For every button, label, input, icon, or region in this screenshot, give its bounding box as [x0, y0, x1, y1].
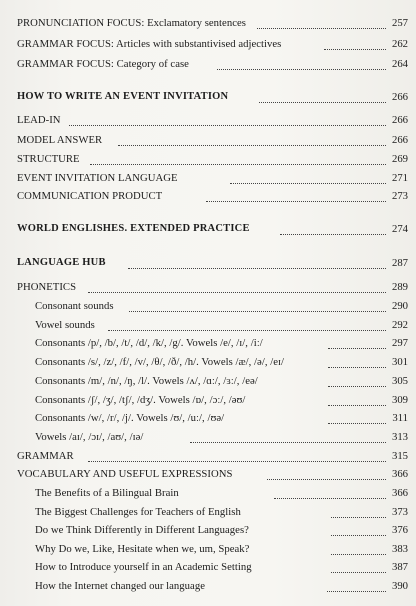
toc-entry-title: Consonants /w/, /r/, /j/. Vowels /ʊ/, /uː/, /ʊə/	[35, 412, 225, 424]
toc-entry-title: LEAD-IN	[17, 114, 61, 126]
dot-leader	[69, 115, 386, 126]
dot-leader	[88, 282, 386, 293]
toc-entry	[0, 334, 416, 352]
toc-entry-title: EVENT INVITATION LANGUAGE	[17, 172, 178, 184]
toc-entry-title: Consonants /m/, /n/, /ŋ, /l/. Vowels /ʌ/, /ɑː/, /ɜː/, /eə/	[35, 375, 258, 387]
toc-entry-page-number: 292	[391, 319, 408, 331]
toc-entry	[0, 150, 416, 168]
dot-leader	[324, 39, 386, 50]
toc-entry	[0, 88, 416, 106]
dot-leader	[331, 544, 386, 555]
toc-entry-page-number: 311	[392, 412, 408, 424]
toc-entry-title: PRONUNCIATION FOCUS: Exclamatory sentences	[17, 17, 246, 29]
toc-entry-page-number: 383	[391, 543, 408, 555]
dot-leader	[88, 451, 386, 462]
toc-entry	[0, 465, 416, 483]
toc-entry-title: STRUCTURE	[17, 153, 80, 165]
toc-entry-title: GRAMMAR FOCUS: Category of case	[17, 58, 189, 70]
toc-entry	[0, 187, 416, 205]
toc-entry-title: How the Internet changed our language	[35, 580, 205, 592]
dot-leader	[328, 338, 386, 349]
dot-leader	[280, 224, 386, 235]
toc-entry	[0, 391, 416, 409]
toc-entry	[0, 503, 416, 521]
toc-entry-page-number: 305	[391, 375, 408, 387]
toc-entry	[0, 14, 416, 32]
dot-leader	[331, 562, 386, 573]
dot-leader	[328, 413, 386, 424]
dot-leader	[230, 173, 386, 184]
dot-leader	[90, 154, 386, 165]
dot-leader	[129, 301, 386, 312]
toc-entry-title: Consonants /p/, /b/, /t/, /d/, /k/, /g/. Vowels /e/, /ɪ/, /iː/	[35, 337, 263, 349]
dot-leader	[108, 320, 386, 331]
toc-entry-title: Vowels /aɪ/, /ɔɪ/, /aʊ/, /ɪə/	[35, 431, 144, 443]
dot-leader	[328, 357, 386, 368]
toc-entry	[0, 278, 416, 296]
dot-leader	[118, 135, 386, 146]
toc-entry	[0, 540, 416, 558]
toc-entry	[0, 353, 416, 371]
toc-entry-page-number: 390	[391, 580, 408, 592]
toc-entry-title: VOCABULARY AND USEFUL EXPRESSIONS	[17, 468, 233, 480]
toc-entry	[0, 484, 416, 502]
toc-entry	[0, 577, 416, 595]
toc-entry-title: HOW TO WRITE AN EVENT INVITATION	[17, 91, 229, 102]
toc-entry-page-number: 274	[391, 223, 408, 235]
toc-entry-title: Consonants /ʃ/, /ʒ/, /tʃ/, /dʒ/. Vowels /ɒ/, /ɔː/, /əʊ/	[35, 394, 246, 406]
toc-entry-page-number: 366	[391, 487, 408, 499]
dot-leader	[128, 258, 386, 269]
toc-entry-page-number: 301	[391, 356, 408, 368]
toc-entry-title: COMMUNICATION PRODUCT	[17, 190, 163, 202]
toc-entry-page-number: 315	[391, 450, 408, 462]
dot-leader	[328, 395, 386, 406]
toc-entry-page-number: 297	[391, 337, 408, 349]
toc-entry-title: WORLD ENGLISHES. EXTENDED PRACTICE	[17, 223, 250, 234]
dot-leader	[331, 525, 386, 536]
toc-entry-page-number: 290	[391, 300, 408, 312]
toc-entry	[0, 35, 416, 53]
toc-entry-title: GRAMMAR FOCUS: Articles with substantivised adjectives	[17, 38, 282, 50]
toc-entry-page-number: 373	[391, 506, 408, 518]
toc-entry-title: MODEL ANSWER	[17, 134, 103, 146]
toc-entry-page-number: 376	[391, 524, 408, 536]
toc-entry-title: How to Introduce yourself in an Academic Setting	[35, 561, 252, 573]
toc-entry	[0, 55, 416, 73]
dot-leader	[267, 469, 386, 480]
toc-entry	[0, 316, 416, 334]
toc-entry-page-number: 273	[391, 190, 408, 202]
toc-entry-title: Consonants /s/, /z/, /f/, /v/, /θ/, /ð/, /h/. Vowels /æ/, /ə/, /eɪ/	[35, 356, 284, 368]
toc-entry	[0, 297, 416, 315]
toc-entry-page-number: 264	[391, 58, 408, 70]
toc-entry-page-number: 287	[391, 257, 408, 269]
toc-entry-page-number: 309	[391, 394, 408, 406]
toc-entry	[0, 169, 416, 187]
toc-entry-page-number: 266	[391, 134, 408, 146]
toc-entry	[0, 521, 416, 539]
toc-entry-title: PHONETICS	[17, 281, 77, 293]
toc-entry	[0, 254, 416, 272]
dot-leader	[206, 191, 386, 202]
toc-entry-page-number: 366	[391, 468, 408, 480]
toc-entry-title: Do we Think Differently in Different Languages?	[35, 524, 249, 536]
dot-leader	[257, 18, 386, 29]
toc-entry-page-number: 313	[391, 431, 408, 443]
toc-entry-page-number: 266	[391, 91, 408, 103]
dot-leader	[190, 432, 386, 443]
toc-entry-title: Vowel sounds	[35, 319, 95, 331]
toc-entry-title: The Biggest Challenges for Teachers of English	[35, 506, 241, 518]
dot-leader	[217, 59, 386, 70]
toc-entry-page-number: 266	[391, 114, 408, 126]
toc-entry-page-number: 262	[391, 38, 408, 50]
toc-entry-page-number: 257	[391, 17, 408, 29]
toc-entry-title: The Benefits of a Bilingual Brain	[35, 487, 179, 499]
toc-entry	[0, 409, 416, 427]
toc-entry	[0, 111, 416, 129]
toc-entry-page-number: 269	[391, 153, 408, 165]
dot-leader	[259, 92, 386, 103]
toc-entry-title: GRAMMAR	[17, 450, 74, 462]
toc-entry-title: Consonant sounds	[35, 300, 114, 312]
toc-entry-page-number: 289	[391, 281, 408, 293]
toc-entry	[0, 131, 416, 149]
toc-entry	[0, 558, 416, 576]
toc-entry	[0, 447, 416, 465]
dot-leader	[331, 507, 386, 518]
toc-entry	[0, 372, 416, 390]
toc-entry-title: Why Do we, Like, Hesitate when we, um, Speak?	[35, 543, 250, 555]
toc-entry-title: LANGUAGE HUB	[17, 257, 106, 268]
dot-leader	[274, 488, 386, 499]
dot-leader	[328, 376, 386, 387]
dot-leader	[327, 581, 386, 592]
toc-entry-page-number: 271	[391, 172, 408, 184]
toc-entry-page-number: 387	[391, 561, 408, 573]
toc-entry	[0, 220, 416, 238]
toc-entry	[0, 428, 416, 446]
